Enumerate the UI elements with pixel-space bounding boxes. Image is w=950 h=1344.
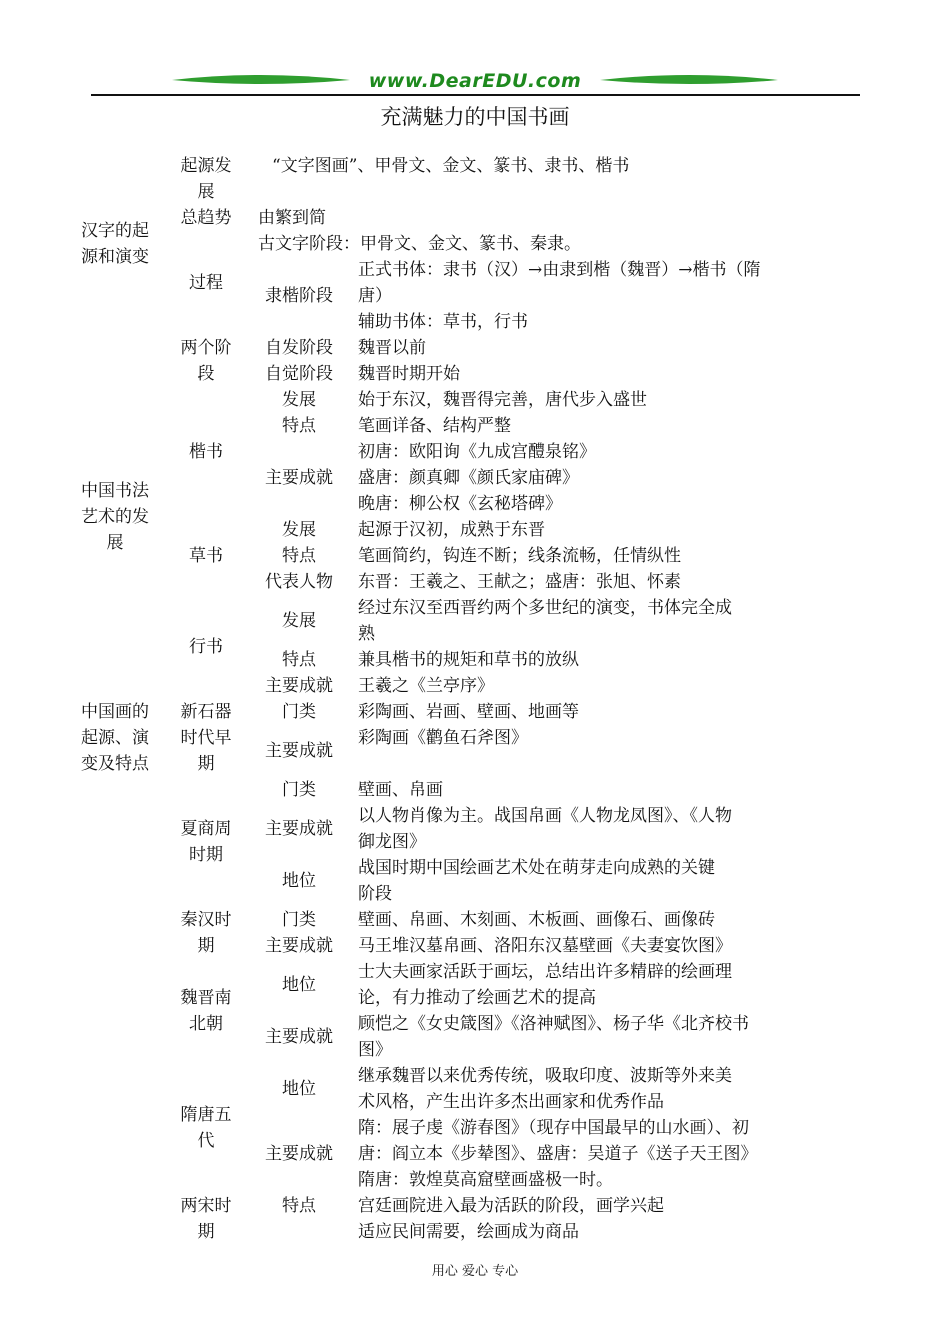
text-xia-zhuyao: 以人物肖像为主。战国帛画《人物龙凤图》、《人物 御龙图》 — [358, 806, 732, 852]
text-kai-chutang: 初唐：欧阳询《九成宫醴泉铭》 — [358, 442, 596, 462]
text-trend: 由繁到简 — [258, 208, 326, 228]
label-wei-jin: 魏晋南 北朝 — [180, 988, 232, 1034]
text-cao-daibiao: 东晋：王羲之、王献之；盛唐：张旭、怀素 — [358, 572, 681, 592]
label-xing-fazhan: 发展 — [282, 611, 316, 631]
text-xing-tedian: 兼具楷书的规矩和草书的放纵 — [358, 650, 579, 670]
label-kaishu: 楷书 — [189, 442, 223, 462]
text-zijue: 魏晋时期开始 — [358, 364, 460, 384]
text-cao-tedian: 笔画简约，钩连不断；线条流畅，任情纵性 — [358, 546, 681, 566]
label-qin-zhuyao: 主要成就 — [265, 936, 333, 956]
site-logo[interactable]: www.DearEDU.com — [368, 70, 582, 92]
label-neo-menlei: 门类 — [282, 702, 316, 722]
label-wei-zhuyao: 主要成就 — [265, 1027, 333, 1047]
text-wei-zhuyao: 顾恺之《女史箴图》《洛神赋图》、杨子华《北齐校书 图》 — [358, 1014, 749, 1060]
text-qin-menlei: 壁画、帛画、木刻画、木板画、画像石、画像砖 — [358, 910, 715, 930]
text-fuzhu: 辅助书体：草书，行书 — [358, 312, 528, 332]
text-cao-fazhan: 起源于汉初，成熟于东晋 — [358, 520, 545, 540]
text-xing-zhuyao: 王羲之《兰亭序》 — [358, 676, 494, 696]
label-zijue: 自觉阶段 — [265, 364, 333, 384]
label-xia-diwei: 地位 — [282, 871, 316, 891]
label-song: 两宋时 期 — [180, 1196, 232, 1242]
page-footer: 用心 爱心 专心 — [431, 1264, 519, 1279]
label-qin-menlei: 门类 — [282, 910, 316, 930]
label-cao-fazhan: 发展 — [282, 520, 316, 540]
label-kai-fazhan: 发展 — [282, 390, 316, 410]
label-sui-diwei: 地位 — [282, 1079, 316, 1099]
label-xingshu: 行书 — [189, 637, 223, 657]
text-sui-diwei: 继承魏晋以来优秀传统，吸取印度、波斯等外来美 术风格，产生出许多杰出画家和优秀作品 — [358, 1066, 732, 1112]
text-origin: “文字图画”、甲骨文、金文、篆书、隶书、楷书 — [272, 156, 630, 176]
text-xia-diwei: 战国时期中国绘画艺术处在萌芽走向成熟的关键 阶段 — [358, 858, 715, 904]
label-kai-tedian: 特点 — [282, 416, 316, 436]
page-title: 充满魅力的中国书画 — [380, 105, 570, 129]
text-qin-zhuyao: 马王堆汉墓帛画、洛阳东汉墓壁画《夫妻宴饮图》 — [358, 936, 732, 956]
label-xia-menlei: 门类 — [282, 780, 316, 800]
label-neo-zhuyao: 主要成就 — [265, 741, 333, 761]
label-process: 过程 — [189, 273, 223, 293]
label-neolithic: 新石器 时代早 期 — [180, 702, 232, 774]
text-xia-menlei: 壁画、帛画 — [358, 780, 443, 800]
label-li-kai-stage: 隶楷阶段 — [265, 286, 333, 306]
text-sui-zhuyao: 隋：展子虔《游春图》（现存中国最早的山水画）、初 唐：阎立本《步辇图》、盛唐：吴道子《送子天王图》 隋唐：敦煌莫高窟壁画盛极一时。 — [358, 1118, 758, 1190]
label-kai-zhuyao: 主要成就 — [265, 468, 333, 488]
text-zhengshi: 正式书体：隶书（汉）→由隶到楷（魏晋）→楷书（隋 唐） — [358, 260, 761, 306]
text-neo-menlei: 彩陶画、岩画、壁画、地画等 — [358, 702, 579, 722]
section-guohua: 中国画的 起源、演 变及特点 — [81, 702, 149, 774]
label-cao-tedian: 特点 — [282, 546, 316, 566]
text-xing-fazhan: 经过东汉至西晋约两个多世纪的演变，书体完全成 熟 — [358, 598, 732, 644]
header-rule — [91, 94, 860, 96]
label-sui-tang: 隋唐五 代 — [180, 1105, 232, 1151]
page-header — [0, 0, 950, 100]
label-wei-diwei: 地位 — [282, 975, 316, 995]
text-kai-tedian: 笔画详备、结构严整 — [358, 416, 511, 436]
label-sui-zhuyao: 主要成就 — [265, 1144, 333, 1164]
label-song-tedian: 特点 — [282, 1196, 316, 1216]
label-xia-shang-zhou: 夏商周 时期 — [180, 819, 232, 865]
label-trend: 总趋势 — [180, 208, 232, 228]
label-xing-zhuyao: 主要成就 — [265, 676, 333, 696]
text-wei-diwei: 士大夫画家活跃于画坛，总结出许多精辟的绘画理 论，有力推动了绘画艺术的提高 — [358, 962, 732, 1008]
label-caoshu: 草书 — [189, 546, 223, 566]
text-kai-fazhan: 始于东汉，魏晋得完善，唐代步入盛世 — [358, 390, 647, 410]
label-origin: 起源发 展 — [180, 156, 232, 202]
label-qin-han: 秦汉时 期 — [180, 910, 232, 956]
text-neo-zhuyao: 彩陶画《鹳鱼石斧图》 — [358, 728, 528, 748]
label-xia-zhuyao: 主要成就 — [265, 819, 333, 839]
text-zifa: 魏晋以前 — [358, 338, 426, 358]
text-kai-shengtang: 盛唐：颜真卿《颜氏家庙碑》 — [358, 468, 579, 488]
section-hanzi: 汉字的起 源和演变 — [81, 221, 149, 267]
text-ancient-stage: 古文字阶段：甲骨文、金文、篆书、秦隶。 — [258, 234, 581, 254]
label-two-stages: 两个阶 段 — [180, 338, 232, 384]
label-xing-tedian: 特点 — [282, 650, 316, 670]
text-kai-wantang: 晚唐：柳公权《玄秘塔碑》 — [358, 494, 562, 514]
label-zifa: 自发阶段 — [265, 338, 333, 358]
text-song-tedian: 宫廷画院进入最为活跃的阶段，画学兴起 适应民间需要，绘画成为商品 — [358, 1196, 664, 1242]
section-shufa: 中国书法 艺术的发 展 — [81, 481, 149, 553]
label-cao-daibiao: 代表人物 — [265, 572, 333, 592]
